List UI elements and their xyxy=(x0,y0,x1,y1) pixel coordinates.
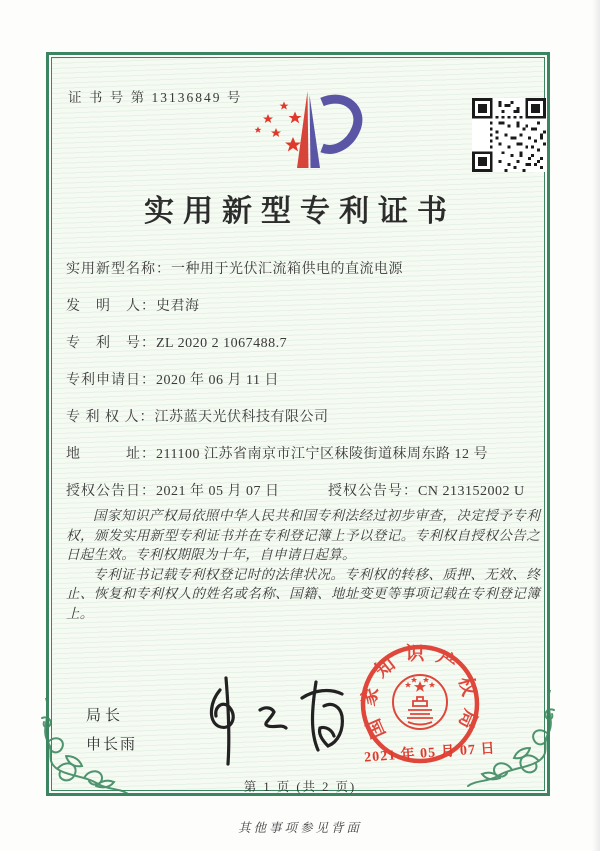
commissioner-name: 申长雨 xyxy=(86,737,138,753)
logo-p-bowl xyxy=(322,99,358,149)
grant-date-value: 2021 年 05 月 07 日 xyxy=(156,484,280,499)
field-value: 史君海 xyxy=(156,299,200,314)
field-value: 一种用于光伏汇流箱供电的直流电源 xyxy=(171,262,403,277)
field-value: 江苏蓝天光伏科技有限公司 xyxy=(154,410,329,425)
field-list xyxy=(66,258,544,517)
qr-code-icon xyxy=(472,98,546,172)
field-inventor xyxy=(66,295,544,317)
commissioner-signature-icon xyxy=(190,672,355,772)
certificate-number: 证 书 号 第 13136849 号 xyxy=(68,90,243,105)
seal-national-emblem xyxy=(393,675,447,729)
field-invention-name xyxy=(66,258,544,280)
field-patentee xyxy=(66,406,544,428)
field-value: ZL 2020 2 1067488.7 xyxy=(156,336,288,351)
field-label: 地 址： xyxy=(66,447,156,462)
field-filing-date xyxy=(66,369,544,391)
legal-paragraph-1: 国家知识产权局依照中华人民共和国专利法经过初步审查，决定授予专利权，颁发实用新型专利证书并在专利登记簿上予以登记。专利权自授权公告之日起生效。专利权期限为十年，自申请日起算。 xyxy=(66,508,540,562)
grant-no-value: CN 213152002 U xyxy=(418,484,525,499)
seal-date: 2021 年 05 月 07 日 xyxy=(363,741,496,766)
cnipa-logo-icon xyxy=(238,86,368,171)
page-number: 第 1 页 (共 2 页) xyxy=(243,780,357,794)
field-label: 专利申请日： xyxy=(66,373,156,388)
certificate-title: 实用新型专利证书 xyxy=(144,195,456,228)
legal-text xyxy=(66,506,540,623)
field-patent-number xyxy=(66,332,544,354)
seal-org-text: 国家知识产权局 xyxy=(358,643,482,742)
logo-spike-red xyxy=(297,91,309,168)
field-grant-announcement xyxy=(66,480,544,502)
field-value: 2020 年 06 月 11 日 xyxy=(156,373,279,388)
field-address xyxy=(66,443,544,465)
grant-no-label: 授权公告号： xyxy=(328,484,418,499)
field-label: 专 利 号： xyxy=(66,336,156,351)
field-value: 211100 江苏省南京市江宁区秣陵街道秣周东路 12 号 xyxy=(156,447,488,462)
field-label: 专 利 权 人： xyxy=(66,410,155,425)
grant-date-label: 授权公告日： xyxy=(66,484,156,499)
floral-ornament-bottom-right-icon xyxy=(465,690,560,790)
logo-spike-purple xyxy=(310,95,321,168)
back-side-note: 其他事项参见背面 xyxy=(237,821,362,835)
field-label: 发 明 人： xyxy=(66,299,156,314)
field-label: 实用新型名称： xyxy=(66,262,171,277)
commissioner-role: 局长 xyxy=(86,708,125,724)
legal-paragraph-2: 专利证书记载专利权登记时的法律状况。专利权的转移、质押、无效、终止、恢复和专利权人的姓名或名称、国籍、地址变更等事项记载在专利登记簿上。 xyxy=(66,566,540,621)
